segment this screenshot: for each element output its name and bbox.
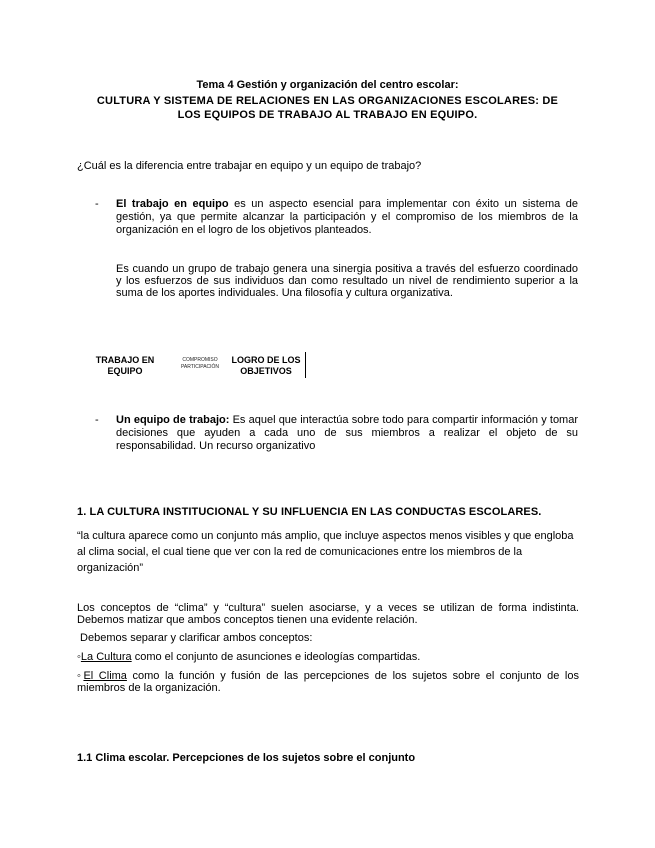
- culture-definition: como el conjunto de asunciones e ideologías compartidas.: [131, 651, 421, 663]
- section-1-heading: 1. LA CULTURA INSTITUCIONAL Y SU INFLUENCIA EN LAS CONDUCTAS ESCOLARES.: [77, 506, 542, 518]
- bullet-marker: -: [95, 198, 99, 210]
- diagram-middle-line2: PARTICIPACIÓN: [180, 364, 220, 370]
- workteam-definition: Es aquel que interactúa sobre todo para compartir información y tomar decisiones que ayuden a cada uno de sus miembros a realizar el objeto de su responsabilidad. Un recurso organizativo: [116, 414, 579, 452]
- section-1-1-heading: 1.1 Clima escolar. Percepciones de los sujetos sobre el conjunto: [77, 752, 416, 764]
- bullet-marker-2: -: [95, 414, 99, 426]
- term-culture: La Cultura: [80, 651, 132, 663]
- diagram-objectives: [229, 355, 303, 377]
- diagram-teamwork: [92, 355, 158, 377]
- term-climate: El Clima: [83, 670, 127, 682]
- separate-concepts-text: Debemos separar y clarificar ambos conceptos:: [77, 632, 313, 644]
- climate-definition: como la función y fusión de las percepciones de los sujetos sobre el conjunto de los miembros de la organización.: [77, 670, 579, 694]
- diagram-middle-line1: COMPROMISO: [182, 357, 218, 363]
- teamwork-paragraph: Es cuando un grupo de trabajo genera una sinergia positiva a través del esfuerzo coordinado y los esfuerzos de sus individuos dan como resultado un nivel de rendimiento superior a la suma de los aportes individuales. Una filosofía y cultura organizativa.: [116, 263, 578, 299]
- bullet-workteam: [116, 414, 578, 453]
- concepts-paragraph: Los conceptos de “clima” y “cultura” suelen asociarse, y a veces se utilizan de forma indistinta. Debemos matizar que ambos conceptos tienen una evidente relación.: [77, 602, 579, 626]
- topic-title: Tema 4 Gestión y organización del centro escolar:: [196, 79, 459, 91]
- diagram-teamwork-line2: EQUIPO: [107, 366, 143, 376]
- item-marker-2: ◦: [77, 670, 84, 682]
- diagram-teamwork-line1: TRABAJO EN: [95, 355, 155, 365]
- diagram-objectives-line1: LOGRO DE LOS: [231, 355, 301, 365]
- culture-item: [77, 651, 579, 664]
- diagram-objectives-line2: OBJETIVOS: [240, 366, 292, 376]
- question-text: ¿Cuál es la diferencia entre trabajar en equipo y un equipo de trabajo?: [77, 160, 422, 172]
- diagram-middle: [174, 357, 226, 371]
- main-title-line-2: LOS EQUIPOS DE TRABAJO AL TRABAJO EN EQUIPO.: [177, 109, 478, 121]
- diagram-divider: [305, 352, 306, 378]
- term-teamwork: El trabajo en equipo: [116, 198, 229, 210]
- main-title-line-1: CULTURA Y SISTEMA DE RELACIONES EN LAS ORGANIZACIONES ESCOLARES: DE: [96, 95, 559, 107]
- bullet-teamwork: [116, 198, 578, 237]
- climate-item: [77, 670, 579, 694]
- item-marker: ◦: [77, 651, 81, 663]
- teamwork-definition: es un aspecto esencial para implementar con éxito un sistema de gestión, ya que permite alcanzar la participación y el compromiso de los miembros de la organización en el logro de los objetivos planteados.: [116, 198, 578, 236]
- culture-quote: “la cultura aparece como un conjunto más amplio, que incluye aspectos menos visibles y que engloba al clima social, el cual tiene que ver con la red de comunicaciones entre los miembros de la organización”: [77, 530, 574, 574]
- term-workteam: Un equipo de trabajo:: [116, 414, 230, 426]
